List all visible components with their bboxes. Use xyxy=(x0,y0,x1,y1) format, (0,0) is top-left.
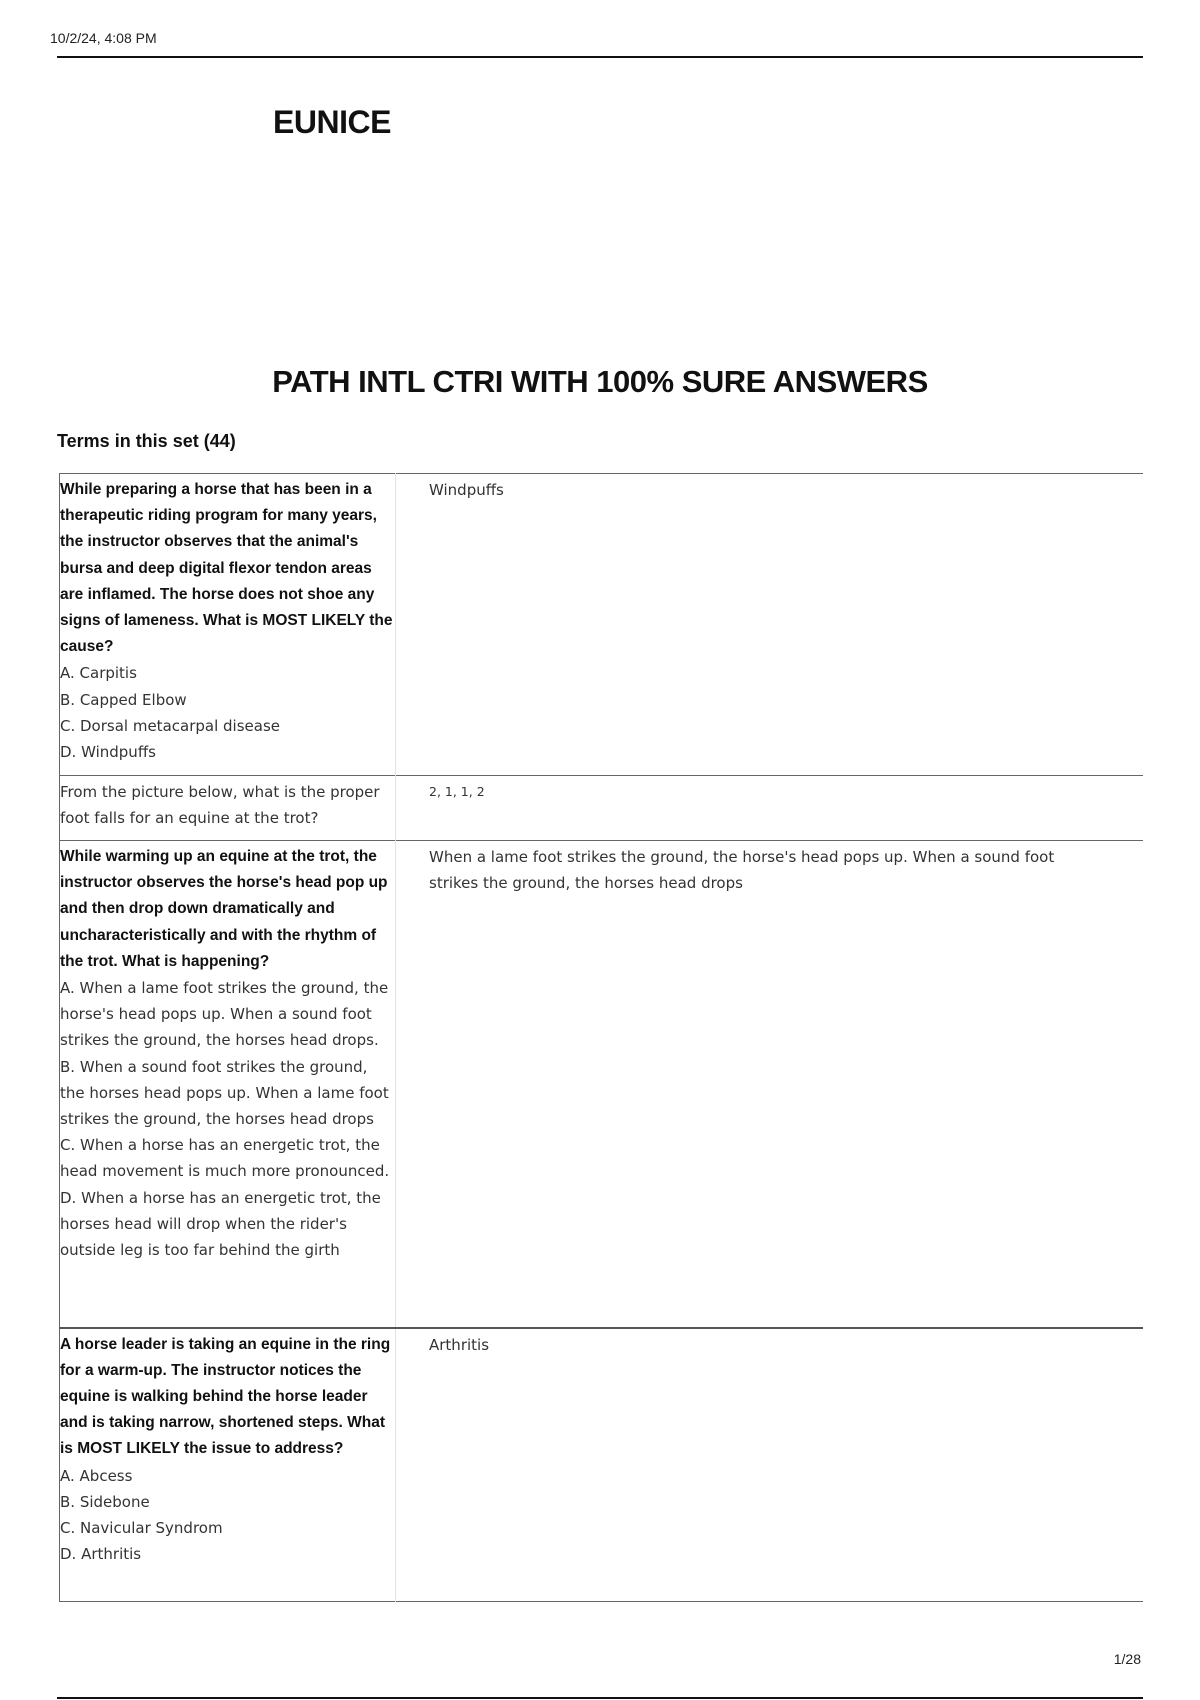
term-answer: 2, 1, 1, 2 xyxy=(429,784,485,799)
term-row xyxy=(60,1328,1144,1602)
term-option: D. Arthritis xyxy=(60,1545,142,1564)
term-option: B. When a sound foot strikes the ground, the horses head pops up. When a lame foot strikes the ground, the horses head drops xyxy=(60,1057,389,1129)
print-timestamp: 10/2/24, 4:08 PM xyxy=(50,30,157,46)
term-option: B. Capped Elbow xyxy=(60,690,187,709)
term-question: While warming up an equine at the trot, the instructor observes the horse's head pop up and then drop down dramatically and uncharacteristically and with the rhythm of the trot. What is happening? xyxy=(60,848,388,970)
term-option: B. Sidebone xyxy=(60,1492,150,1511)
terms-table xyxy=(59,473,1143,1602)
term-option: A. Carpitis xyxy=(60,664,137,683)
term-answer: Arthritis xyxy=(429,1335,490,1354)
definition-cell xyxy=(396,474,1144,776)
term-answer: Windpuffs xyxy=(429,481,504,499)
term-option: D. Windpuffs xyxy=(60,743,156,762)
document-title: PATH INTL CTRI WITH 100% SURE ANSWERS xyxy=(272,364,928,399)
definition-cell xyxy=(396,776,1144,841)
definition-cell xyxy=(396,841,1144,1328)
definition-cell xyxy=(396,1328,1144,1602)
author-name: EUNICE xyxy=(273,104,391,140)
term-question: From the picture below, what is the proper foot falls for an equine at the trot? xyxy=(60,783,380,828)
header-divider xyxy=(57,56,1143,58)
term-question: A horse leader is taking an equine in the ring for a warm-up. The instructor notices the equine is walking behind the horse leader and is taking narrow, shortened steps. What is MOST LIKELY the issue to address? xyxy=(60,1335,391,1458)
term-question: While preparing a horse that has been in a therapeutic riding program for many years, the instructor observes that the animal's bursa and deep digital flexor tendon areas are inflamed. The horse does not shoe any signs of lameness. What is MOST LIKELY the cause? xyxy=(60,481,393,656)
page-number: 1/28 xyxy=(1113,1651,1141,1667)
term-option: C. When a horse has an energetic trot, the head movement is much more pronounced. xyxy=(60,1136,390,1181)
term-option: D. When a horse has an energetic trot, the horses head will drop when the rider's outside leg is too far behind the girth xyxy=(60,1188,381,1260)
term-option: C. Dorsal metacarpal disease xyxy=(60,716,280,735)
term-cell xyxy=(60,841,396,1328)
term-row xyxy=(60,776,1144,841)
term-answer: When a lame foot strikes the ground, the horse's head pops up. When a sound foot strikes the ground, the horses head drops xyxy=(429,848,1055,893)
term-option: A. Abcess xyxy=(60,1466,133,1485)
term-cell xyxy=(60,474,396,776)
terms-count-heading: Terms in this set (44) xyxy=(57,431,236,451)
term-cell xyxy=(60,1328,396,1602)
term-cell xyxy=(60,776,396,841)
term-row xyxy=(60,474,1144,776)
term-option: C. Navicular Syndrom xyxy=(60,1518,223,1537)
footer-divider xyxy=(57,1697,1143,1699)
term-row xyxy=(60,841,1144,1328)
term-option: A. When a lame foot strikes the ground, the horse's head pops up. When a sound foot strikes the ground, the horses head drops. xyxy=(60,979,389,1050)
